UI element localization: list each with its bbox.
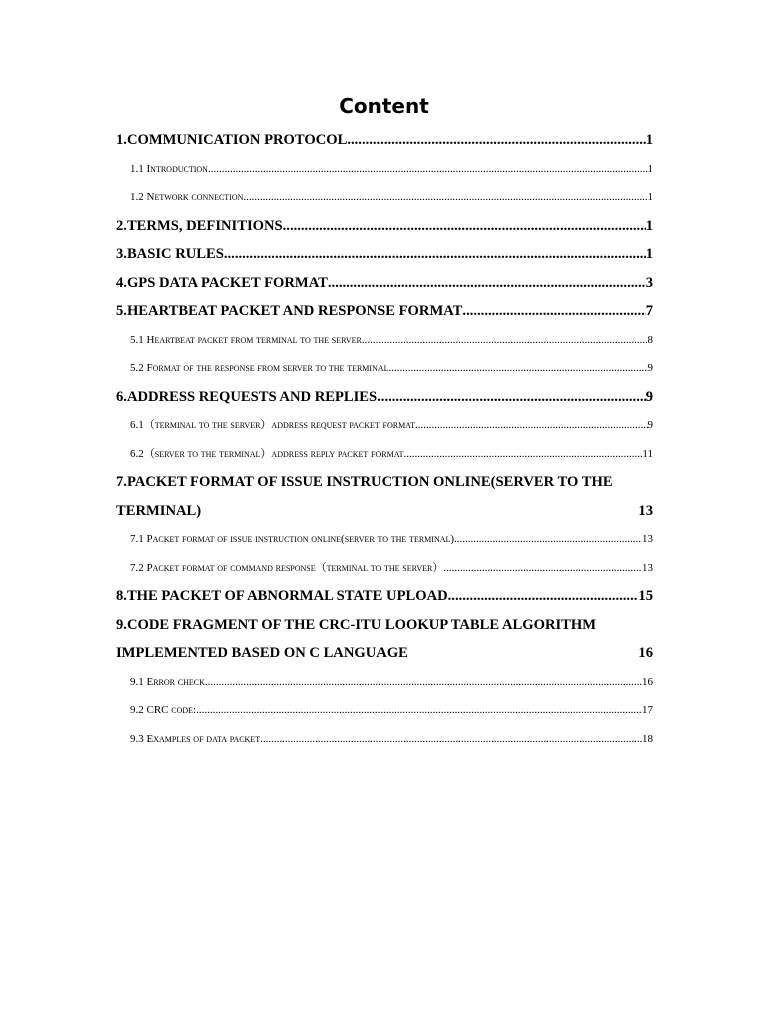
toc-entry-label: 4.GPS DATA PACKET FORMAT (116, 274, 328, 291)
toc-leader-dots (389, 354, 648, 383)
toc-leader-dots (377, 383, 646, 412)
toc-leader-dots (347, 126, 645, 155)
toc-page-number: 13 (642, 561, 653, 574)
toc-leader-dots (415, 411, 648, 440)
toc-leader-dots (328, 269, 646, 298)
toc-entry-label-continued: IMPLEMENTED BASED ON C LANGUAGE (116, 645, 408, 661)
toc-page-number: 11 (642, 447, 653, 460)
toc-page-number: 8 (647, 333, 653, 346)
toc-page-number: 13 (642, 533, 653, 545)
toc-entry-label-continued: TERMINAL) (116, 502, 202, 519)
toc-entry-label: 6.2（server to the terminal）address reply packet format (130, 447, 404, 460)
toc-entry-label: 1.2 Network connection (130, 191, 244, 203)
toc-page-number: 13 (638, 502, 653, 519)
toc-page-number: 17 (642, 704, 653, 716)
toc-entry-9-3[interactable] (116, 725, 653, 754)
toc-entry-6[interactable] (116, 383, 653, 412)
toc-page-number: 1 (645, 217, 653, 234)
toc-entry-label: 1.COMMUNICATION PROTOCOL (116, 132, 348, 148)
toc-entry-5-2[interactable] (116, 354, 653, 383)
toc-entry-label: 5.2 Format of the response from server to the terminal (130, 362, 389, 374)
toc-leader-dots (448, 582, 639, 611)
toc-entry-label: 9.3 Examples of data packet (130, 732, 261, 745)
toc-entry-8[interactable] (116, 582, 653, 611)
toc-entry-1[interactable] (116, 126, 653, 155)
toc-leader-dots (208, 155, 648, 184)
toc-entry-label: 9.CODE FRAGMENT OF THE CRC-ITU LOOKUP TABLE ALGORITHM (116, 616, 597, 633)
toc-entry-7-1[interactable] (116, 525, 653, 554)
toc-entry-label: 5.HEARTBEAT PACKET AND RESPONSE FORMAT (116, 303, 463, 319)
toc-leader-dots (196, 696, 642, 725)
toc-entry-9-1[interactable] (116, 668, 653, 697)
toc-entry-5-1[interactable] (116, 326, 653, 355)
toc-leader-dots (243, 183, 647, 212)
toc-leader-dots (462, 297, 645, 326)
toc-page-number: 9 (647, 419, 653, 431)
toc-entry-label: 9.2 CRC code: (130, 704, 197, 716)
toc-page-number: 15 (638, 588, 653, 604)
toc-entry-6-2[interactable] (116, 440, 653, 469)
toc-page-number: 7 (645, 303, 653, 319)
toc-page-number: 1 (647, 162, 653, 175)
toc-entry-label: 3.BASIC RULES (116, 246, 224, 262)
toc-entry-2[interactable] (116, 212, 653, 241)
toc-leader-dots (408, 639, 639, 668)
toc-leader-dots (260, 725, 642, 754)
toc-entry-label: 7.1 Packet format of issue instruction online(server to the terminal) (130, 533, 455, 545)
toc-page-number: 9 (645, 388, 653, 405)
toc-page-number: 1 (645, 246, 653, 262)
toc-page-number: 1 (647, 191, 653, 203)
toc-entry-label: 6.1（terminal to the server）address request packet format (130, 419, 415, 431)
toc-entry-9[interactable] (116, 611, 653, 668)
toc-entry-label: 1.1 Introduction (130, 162, 208, 175)
toc-entry-label: 8.THE PACKET OF ABNORMAL STATE UPLOAD (116, 588, 448, 604)
toc-entry-6-1[interactable] (116, 411, 653, 440)
toc-leader-dots (454, 525, 642, 554)
toc-leader-dots (201, 497, 638, 526)
toc-entry-1-2[interactable] (116, 183, 653, 212)
table-of-contents (116, 126, 653, 753)
toc-entry-label: 9.1 Error check (130, 675, 205, 688)
toc-page-number: 1 (645, 132, 653, 148)
toc-entry-4[interactable] (116, 269, 653, 298)
toc-page-number: 3 (645, 274, 653, 291)
toc-entry-7[interactable] (116, 468, 653, 525)
toc-entry-9-2[interactable] (116, 696, 653, 725)
toc-leader-dots (205, 668, 642, 697)
toc-page-number: 16 (638, 645, 653, 661)
toc-entry-label: 5.1 Heartbeat packet from terminal to the server (130, 333, 362, 346)
toc-entry-1-1[interactable] (116, 155, 653, 184)
toc-entry-label: 7.PACKET FORMAT OF ISSUE INSTRUCTION ONLINE(SERVER TO THE (116, 474, 613, 490)
toc-entry-label: 2.TERMS, DEFINITIONS (116, 217, 283, 234)
toc-entry-label: 6.ADDRESS REQUESTS AND REPLIES (116, 388, 378, 405)
toc-entry-label: 7.2 Packet format of command response（terminal to the server） (130, 561, 444, 574)
toc-leader-dots (443, 554, 642, 583)
toc-leader-dots (224, 240, 646, 269)
page-title: Content (339, 94, 429, 118)
toc-page-number: 9 (647, 362, 653, 374)
toc-entry-5[interactable] (116, 297, 653, 326)
toc-page-number: 16 (642, 675, 653, 688)
toc-leader-dots (404, 440, 643, 469)
toc-entry-3[interactable] (116, 240, 653, 269)
toc-leader-dots (283, 212, 646, 241)
toc-entry-7-2[interactable] (116, 554, 653, 583)
toc-page-number: 18 (642, 732, 653, 745)
toc-leader-dots (362, 326, 648, 355)
